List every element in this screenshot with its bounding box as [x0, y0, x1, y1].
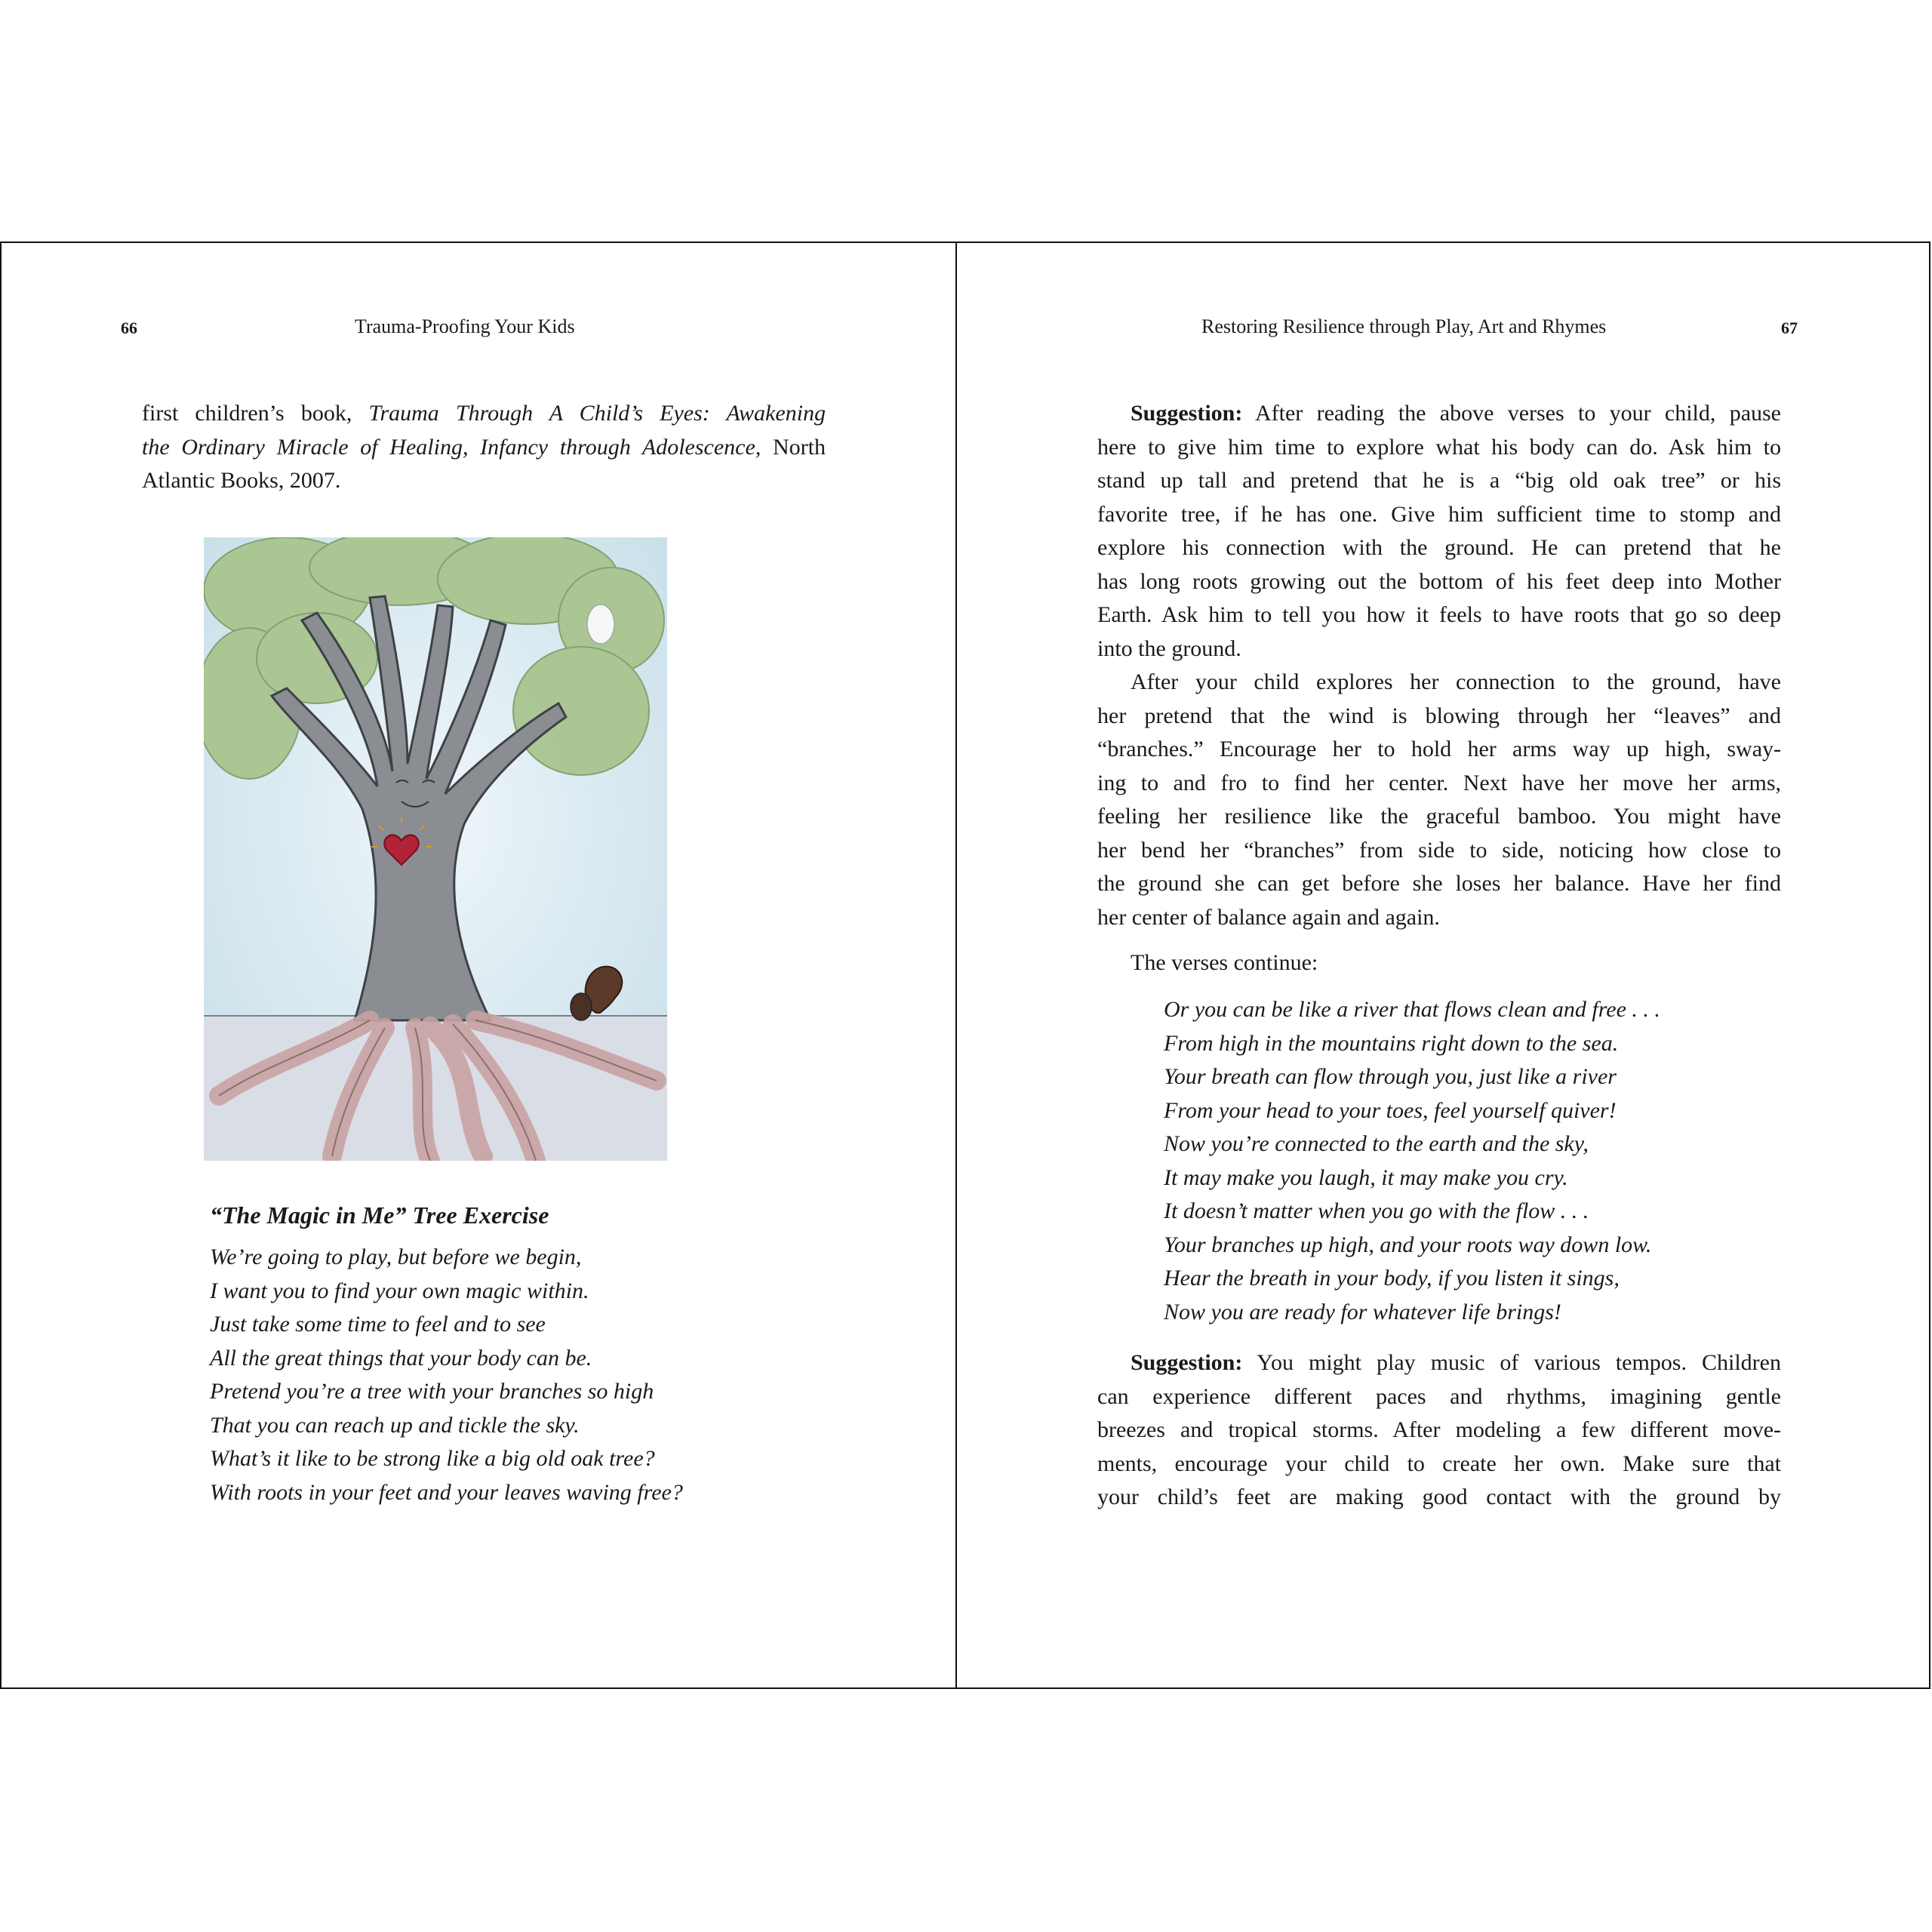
text-line: here to give him time to explore what his body can do. Ask him to: [1097, 434, 1781, 460]
text-line: her pretend that the wind is blowing through her “leaves” and: [1097, 703, 1781, 728]
text-line: has long roots growing out the bottom of his feet deep into Mother: [1097, 568, 1781, 594]
text-line: first children’s book, Trauma Through A Child’s Eyes: Awakening: [142, 401, 826, 426]
verse-line: From high in the mountains right down to the sea.: [1164, 1030, 1619, 1056]
text-line: her center of balance again and again.: [1097, 904, 1440, 930]
verse-line: From your head to your toes, feel yourself quiver!: [1164, 1097, 1617, 1123]
intro-paragraph: [142, 397, 826, 498]
verse-line: It doesn’t matter when you go with the flow . . .: [1164, 1198, 1589, 1223]
text-line: Suggestion: After reading the above verses to your child, pause: [1131, 401, 1781, 426]
book-spread: [0, 242, 1930, 1689]
text-line: breezes and tropical storms. After modeling a few different move-: [1097, 1417, 1781, 1442]
text-line: favorite tree, if he has one. Give him sufficient time to stomp and: [1097, 501, 1781, 527]
suggestion-paragraph-1: [1097, 397, 1781, 666]
left-page: [2, 243, 955, 1687]
text-line: into the ground.: [1097, 635, 1241, 661]
page-number: 66: [121, 318, 137, 337]
text-line: your child’s feet are making good contact with the ground by: [1097, 1484, 1781, 1509]
running-head: Trauma-Proofing Your Kids: [355, 315, 575, 337]
verse-line: Hear the breath in your body, if you listen it sings,: [1164, 1266, 1620, 1291]
page-number: 67: [1781, 318, 1798, 337]
text-line: Earth. Ask him to tell you how it feels to have roots that go so deep: [1097, 602, 1781, 627]
text-line: explore his connection with the ground. He can pretend that he: [1097, 535, 1781, 560]
verse-line: With roots in your feet and your leaves waving free?: [210, 1479, 683, 1505]
text-line: stand up tall and pretend that he is a “big old oak tree” or his: [1097, 468, 1781, 493]
verse-line: Your branches up high, and your roots way down low.: [1164, 1232, 1652, 1257]
verse-line: All the great things that your body can be.: [210, 1345, 592, 1371]
text-line: Atlantic Books, 2007.: [142, 468, 341, 493]
verse-right: [1164, 993, 1660, 1329]
paragraph-2: [1097, 666, 1781, 934]
text-line: ing to and fro to find her center. Next have her move her arms,: [1097, 770, 1781, 795]
verse-line: I want you to find your own magic within.: [210, 1278, 589, 1303]
text-line: Suggestion: You might play music of various tempos. Children: [1131, 1350, 1781, 1375]
text-line: ments, encourage your child to create her own. Make sure that: [1097, 1451, 1781, 1476]
verse-line: What’s it like to be strong like a big old oak tree?: [210, 1446, 655, 1471]
running-head: Restoring Resilience through Play, Art and Rhymes: [1201, 315, 1607, 337]
tree-illustration: [204, 537, 667, 1161]
verse-line: We’re going to play, but before we begin,: [210, 1244, 582, 1269]
text-line: “branches.” Encourage her to hold her arms way up high, sway-: [1097, 737, 1781, 761]
exercise-title: “The Magic in Me” Tree Exercise: [210, 1201, 549, 1229]
verses-intro: The verses continue:: [1131, 950, 1318, 975]
verse-line: That you can reach up and tickle the sky.: [210, 1412, 580, 1438]
verse-line: Your breath can flow through you, just like a river: [1164, 1064, 1617, 1089]
verse-line: Now you’re connected to the earth and the sky,: [1164, 1131, 1589, 1156]
text-line: After your child explores her connection to the ground, have: [1131, 669, 1781, 694]
text-line: the ground she can get before she loses her balance. Have her find: [1097, 871, 1781, 896]
verse-line: Now you are ready for whatever life brings!: [1164, 1299, 1561, 1324]
verse-line: Pretend you’re a tree with your branches so high: [210, 1379, 654, 1404]
suggestion-paragraph-2: [1097, 1346, 1781, 1515]
right-page: [957, 243, 1930, 1687]
text-line: feeling her resilience like the graceful bamboo. You might have: [1097, 804, 1781, 829]
verse-line: Just take some time to feel and to see: [210, 1312, 546, 1337]
verse-line: Or you can be like a river that flows clean and free . . .: [1164, 997, 1660, 1022]
text-line: can experience different paces and rhythms, imagining gentle: [1097, 1383, 1781, 1409]
verse-line: It may make you laugh, it may make you cry.: [1164, 1164, 1568, 1190]
verse-left: [210, 1241, 683, 1509]
text-line: her bend her “branches” from side to side, noticing how close to: [1097, 837, 1781, 863]
text-line: the Ordinary Miracle of Healing, Infancy through Adolescence, North: [142, 434, 826, 460]
